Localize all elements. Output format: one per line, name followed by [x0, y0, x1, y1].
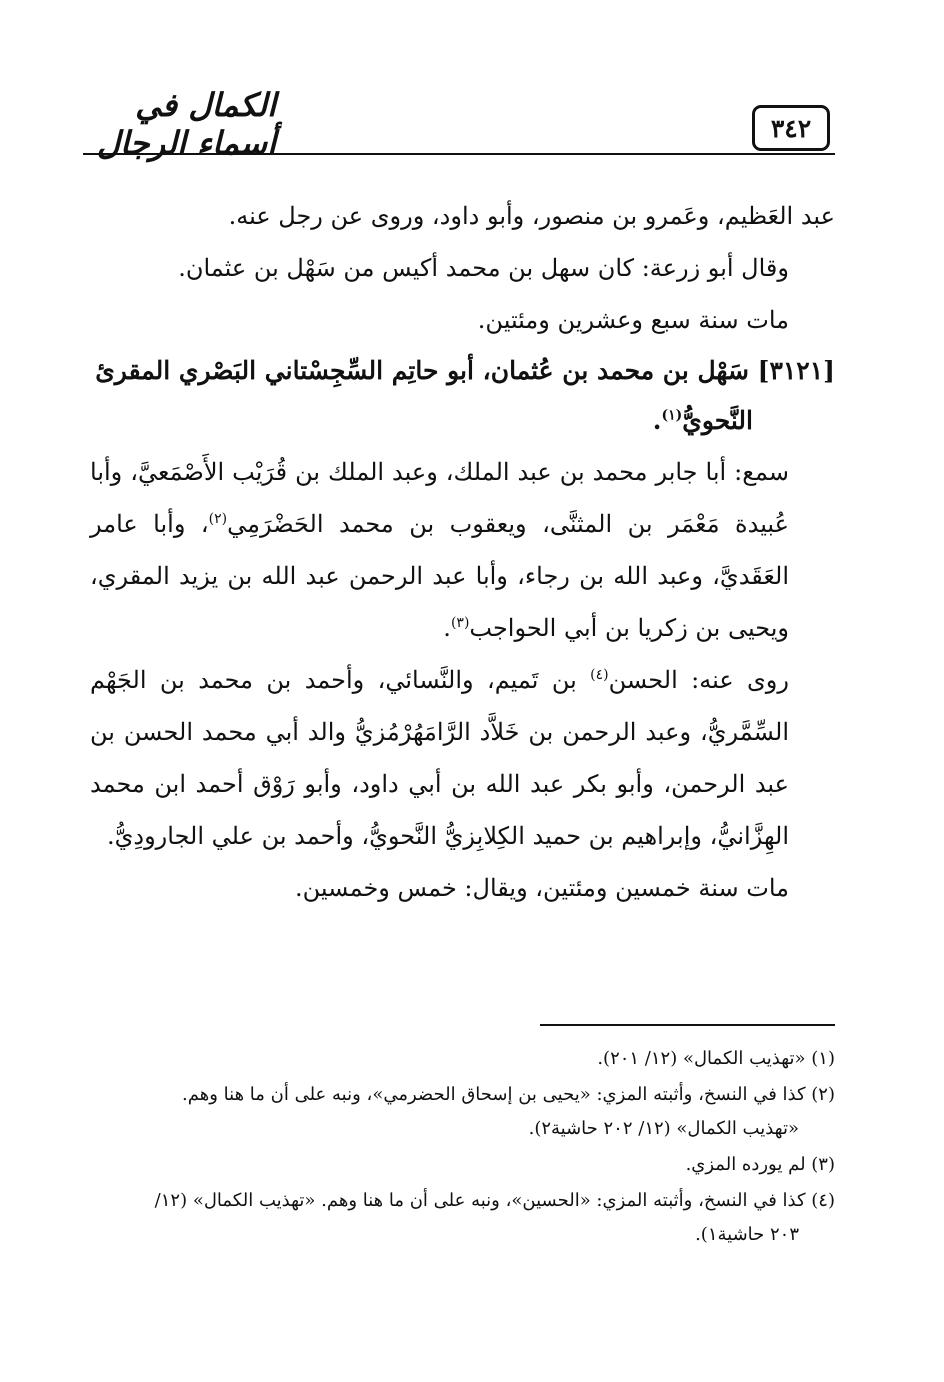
footnote-text: (٢) كذا في النسخ، وأثبته المزي: «يحيى بن إسحاق الحضرمي»، ونبه على أن ما هنا وهم. — [182, 1084, 835, 1105]
footnote-text: (٤) كذا في النسخ، وأثبته المزي: «الحسين»، ونبه على أن ما هنا وهم. «تهذيب الكمال» (١٢/ — [154, 1190, 835, 1211]
paragraph: وقال أبو زرعة: كان سهل بن محمد أكيس من سَهْل بن عثمان. — [178, 254, 789, 282]
teachers-paragraph — [90, 446, 835, 654]
paragraph: عبد العَظيم، وعَمرو بن منصور، وأبو داود، وروى عن رجل عنه. — [228, 202, 835, 230]
page-number-box — [752, 105, 830, 151]
entry-period: . — [652, 406, 662, 435]
entry-name-end: النَّحويُّ — [682, 406, 753, 435]
entry-heading-line2 — [90, 396, 835, 446]
text-run: بن تَميم، والنَّسائي، وأحمد بن محمد بن الجَهْم السِّمَّريُّ، وعبد الرحمن بن خَلاَّد الرَّامَهُرْمُزيُّ والد أبي محمد الحسن بن عبد الرحمن، وأبو بكر عبد الله بن أبي داود، وأبو رَوْق أحمد ابن محمد الهِزَّانيُّ، وإبراهيم بن حميد الكِلابِزيُّ النَّحويُّ، وأحمد بن علي الجارودِيُّ. — [90, 666, 789, 850]
text-run: . — [443, 614, 451, 642]
paragraph: مات سنة سبع وعشرين ومئتين. — [477, 306, 789, 334]
students-paragraph — [90, 654, 835, 862]
text-run: سمع: أبا جابر محمد بن عبد الملك، وعبد الملك بن قُرَيْب الأَصْمَعيَّ، وأبا عُبيدة مَعْمَر بن المثنَّى، ويعقوب بن محمد الحَضْرَمِي — [90, 458, 789, 538]
running-title: الكمال في أسماء الرجال — [96, 86, 276, 162]
footnote-continuation: «تهذيب الكمال» (١٢/ ٢٠٢ حاشية٢). — [528, 1118, 799, 1139]
footnote-marker: (٢) — [208, 511, 228, 527]
footnote-continuation: ٢٠٣ حاشية١). — [695, 1224, 799, 1245]
footnote-marker: (٣) — [450, 615, 470, 631]
footnote-marker: (١) — [661, 407, 683, 424]
text-run: روى عنه: الحسن — [608, 666, 789, 694]
death-paragraph: مات سنة خمسين ومئتين، ويقال: خمس وخمسين. — [295, 874, 789, 902]
footnote-2 — [90, 1078, 835, 1146]
page-number: ٣٤٢ — [770, 113, 812, 143]
entry-heading — [90, 346, 835, 446]
footnote-marker: (٤) — [590, 667, 609, 683]
header-rule — [83, 153, 835, 155]
footnote-1: (١) «تهذيب الكمال» (١٢/ ٢٠١). — [597, 1048, 835, 1069]
footnote-rule — [540, 1024, 835, 1026]
main-text — [90, 190, 835, 914]
text-run: ، وأبا عامر العَقَديَّ، وعبد الله بن رجاء، وأبا عبد الرحمن عبد الله بن يزيد المقري، ويحيى بن زكريا بن أبي الحواجب — [90, 510, 789, 642]
footnote-3: (٣) لم يورده المزي. — [685, 1154, 835, 1175]
footnote-4 — [90, 1184, 835, 1252]
footnotes — [90, 1042, 835, 1254]
entry-heading-line1: [٣١٢١] سَهْل بن محمد بن عُثمان، أبو حاتِم السِّجِسْتاني البَصْري المقرئ — [95, 356, 835, 385]
